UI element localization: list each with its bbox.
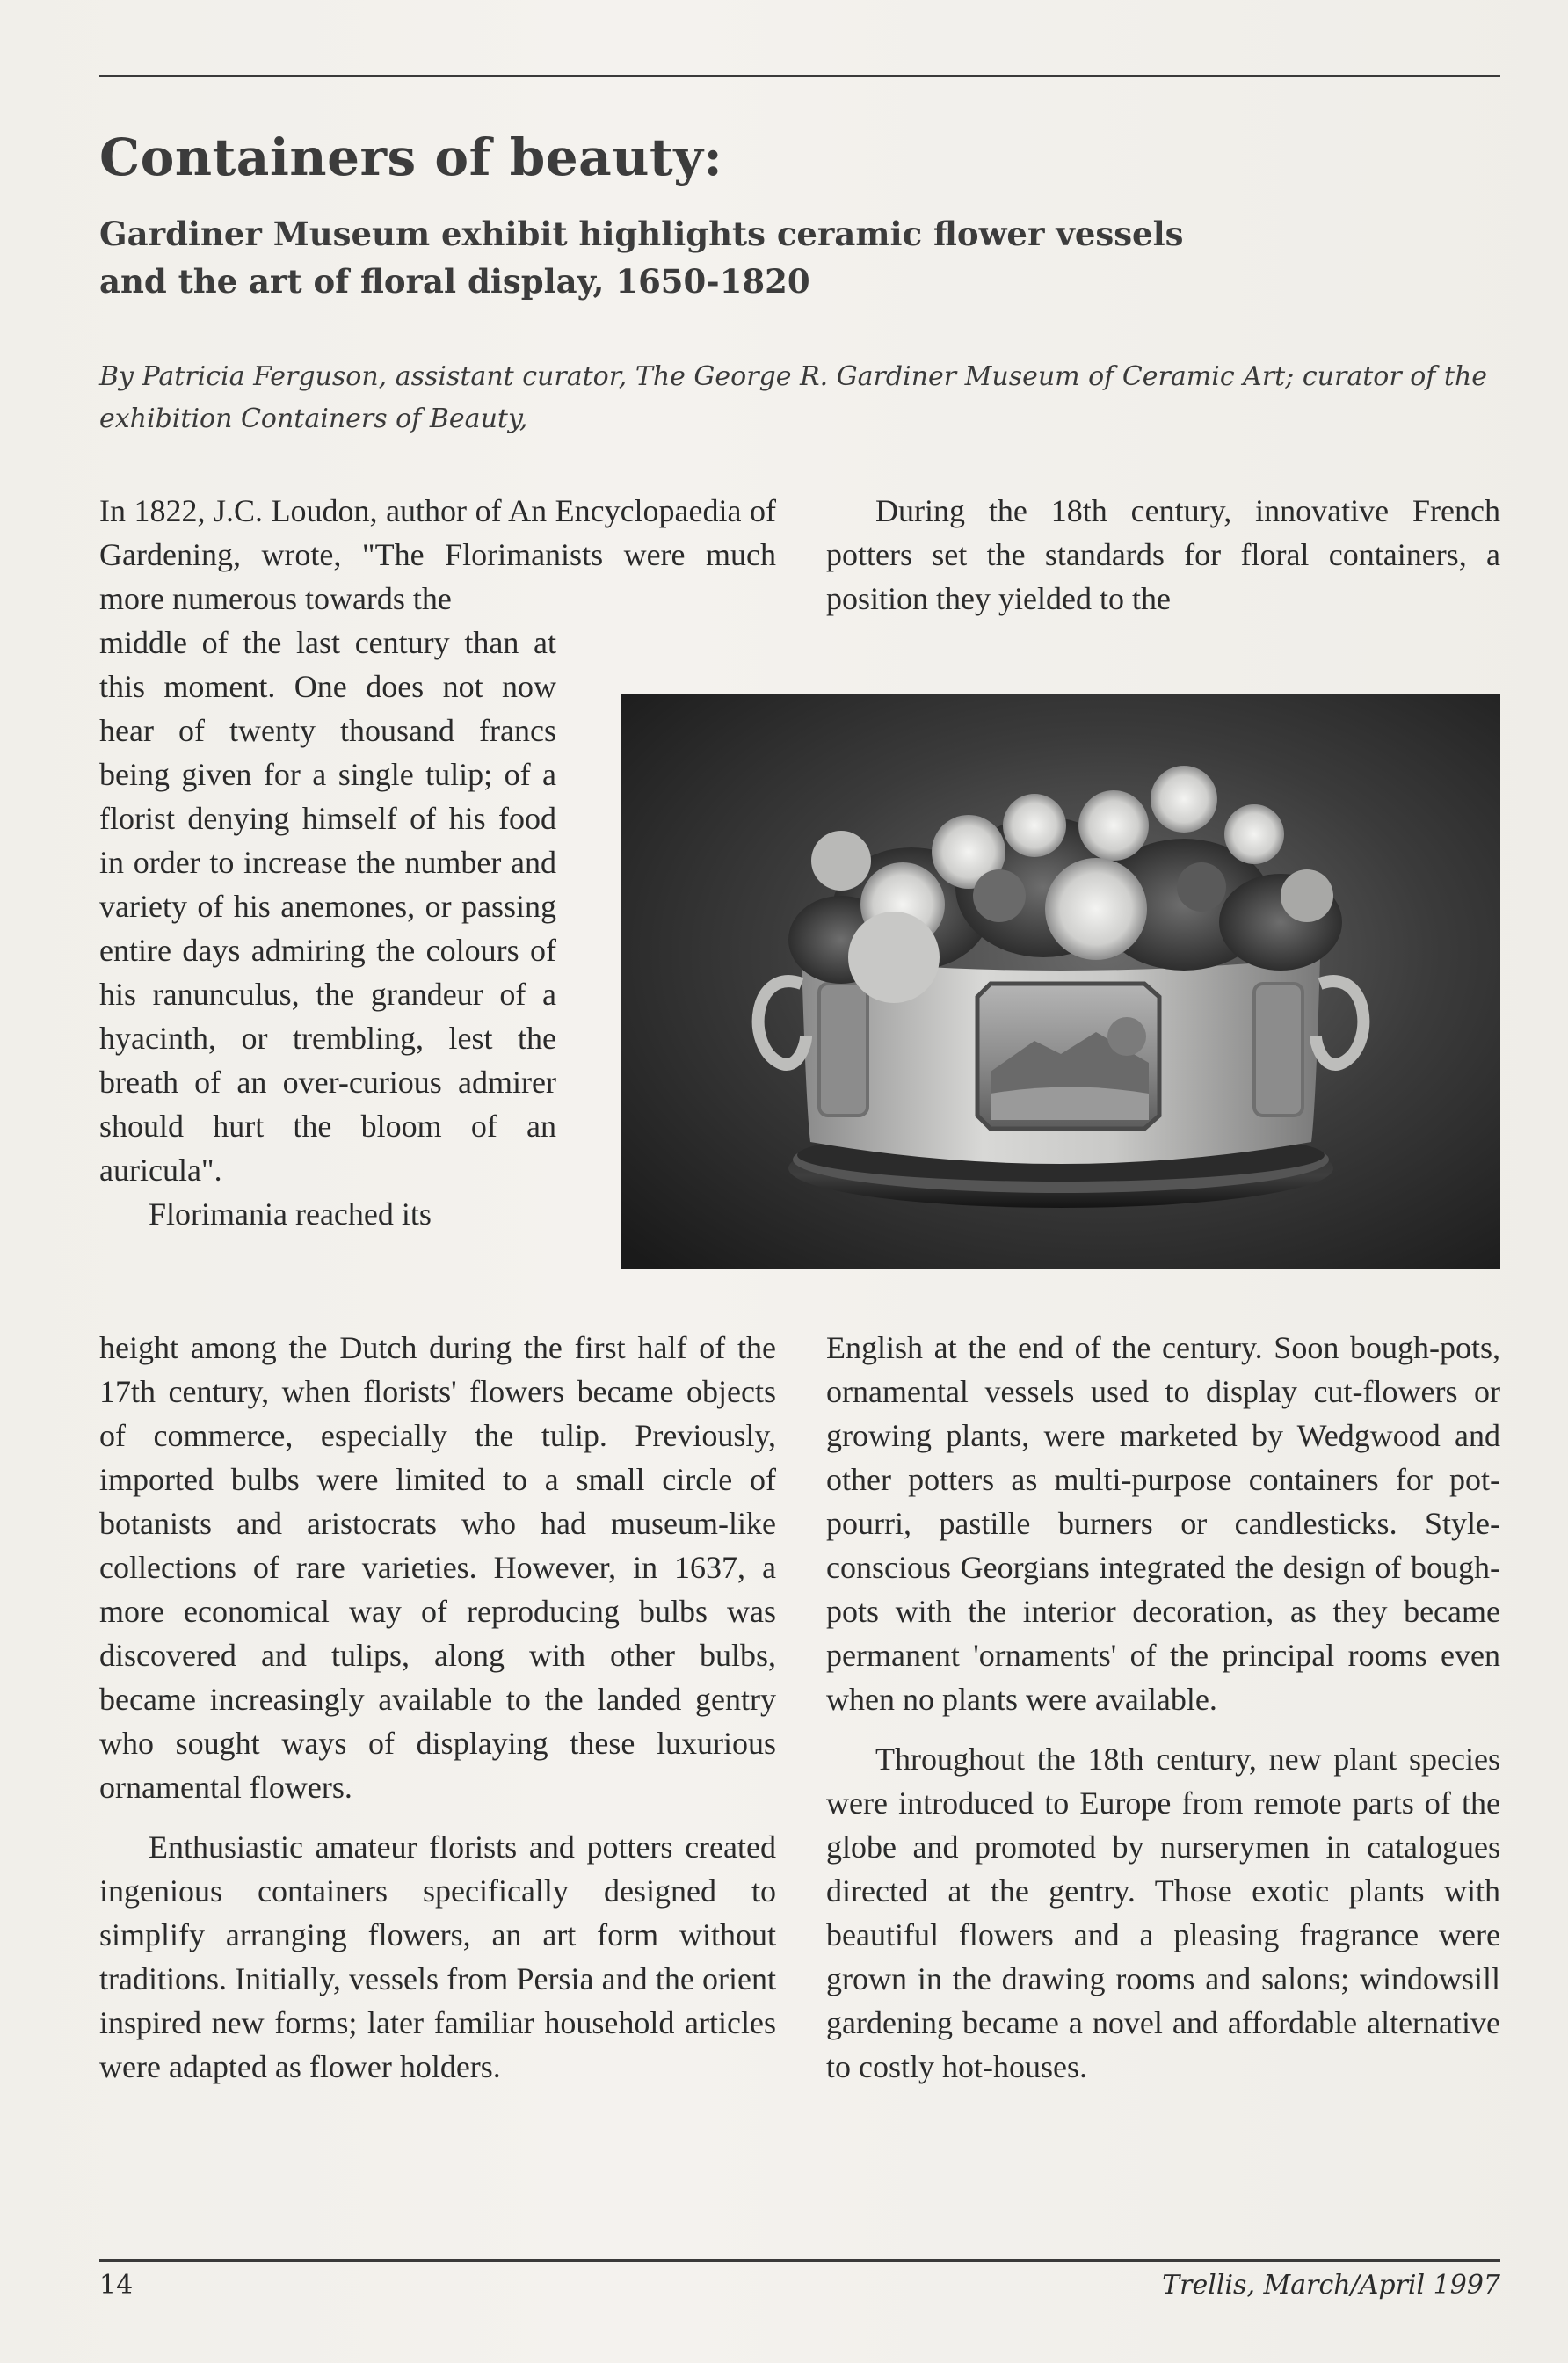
subtitle-line-1: Gardiner Museum exhibit highlights ceramic flower vessels: [99, 214, 1184, 253]
paragraph-loudon-quote: middle of the last century than at this moment. One does not now hear of twenty thousand francs being given for a single tulip; of a florist denying himself of his food in order to increase the number and variety of his anemones, or passing entire days admiring the colours of his ranunculus, the grandeur of a hyacinth, or trembling, lest the breath of an over-curious admirer should hurt the bloom of an auricula".: [99, 625, 556, 1188]
paragraph-florimania: height among the Dutch during the first half of the 17th century, when florists' flowers became objects of commerce, especially the tulip. Previously, imported bulbs were limited to a small circle of botanists and aristocrats who had museum-like collections of rare varieties. However, in 1637, a more economical way of reproducing bulbs was discovered and tulips, along with other bulbs, became increasingly available to the landed gentry who sought ways of displaying these luxurious ornamental flowers.: [99, 1330, 776, 1805]
paragraph-enthusiastic: Enthusiastic amateur florists and potters created ingenious containers specifically designed to simplify arranging flowers, an art form without traditions. Initially, vessels from Persia and the orient inspired new forms; later familiar household articles were adapted as flower holders.: [99, 1829, 776, 2084]
subtitle-line-2: and the art of floral display, 1650-1820: [99, 261, 810, 301]
article-title: Containers of beauty:: [99, 127, 723, 187]
bottom-rule: [99, 2259, 1500, 2262]
page-number: 14: [99, 2270, 134, 2301]
paragraph-french-potters: During the 18th century, innovative French potters set the standards for floral containers, a position they yielded to the: [826, 493, 1500, 616]
journal-footer: Trellis, March/April 1997: [1162, 2270, 1500, 2301]
column-1-narrow: [99, 621, 556, 1236]
paragraph-loudon-intro: In 1822, J.C. Loudon, author of An Encyclopaedia of Gardening, wrote, "The Florimanists were much more numerous towards the: [99, 493, 776, 616]
top-rule: [99, 75, 1500, 77]
bough-pot-illustration: [621, 694, 1500, 1269]
column-1-intro: [99, 489, 776, 621]
column-2-lower: [826, 1326, 1500, 2089]
column-2-intro: [826, 489, 1500, 621]
paragraph-new-species: Throughout the 18th century, new plant species were introduced to Europe from remote parts of the globe and promoted by nurserymen in catalogues directed at the gentry. Those exotic plants with beautiful flowers and a pleasing fragrance were grown in the drawing rooms and salons; windowsill gardening became a novel and affordable alternative to costly hot-houses.: [826, 1741, 1500, 2084]
byline: By Patricia Ferguson, assistant curator, The George R. Gardiner Museum of Ceramic Art; curator of the exhibition Containers of Beauty,: [99, 361, 1488, 434]
column-1-lower: [99, 1326, 776, 2089]
article-subtitle: [99, 211, 1330, 305]
paragraph-bough-pots: English at the end of the century. Soon bough-pots, ornamental vessels used to display cut-flowers or growing plants, were marketed by Wedgwood and other potters as multi-purpose containers for pot-pourri, pastille burners or candlesticks. Style-conscious Georgians integrated the design of bough-pots with the interior decoration, as they became permanent 'ornaments' of the principal rooms even when no plants were available.: [826, 1330, 1500, 1717]
paragraph-florimania-start: Florimania reached its: [149, 1196, 432, 1232]
bough-pot-photo: [621, 694, 1500, 1269]
